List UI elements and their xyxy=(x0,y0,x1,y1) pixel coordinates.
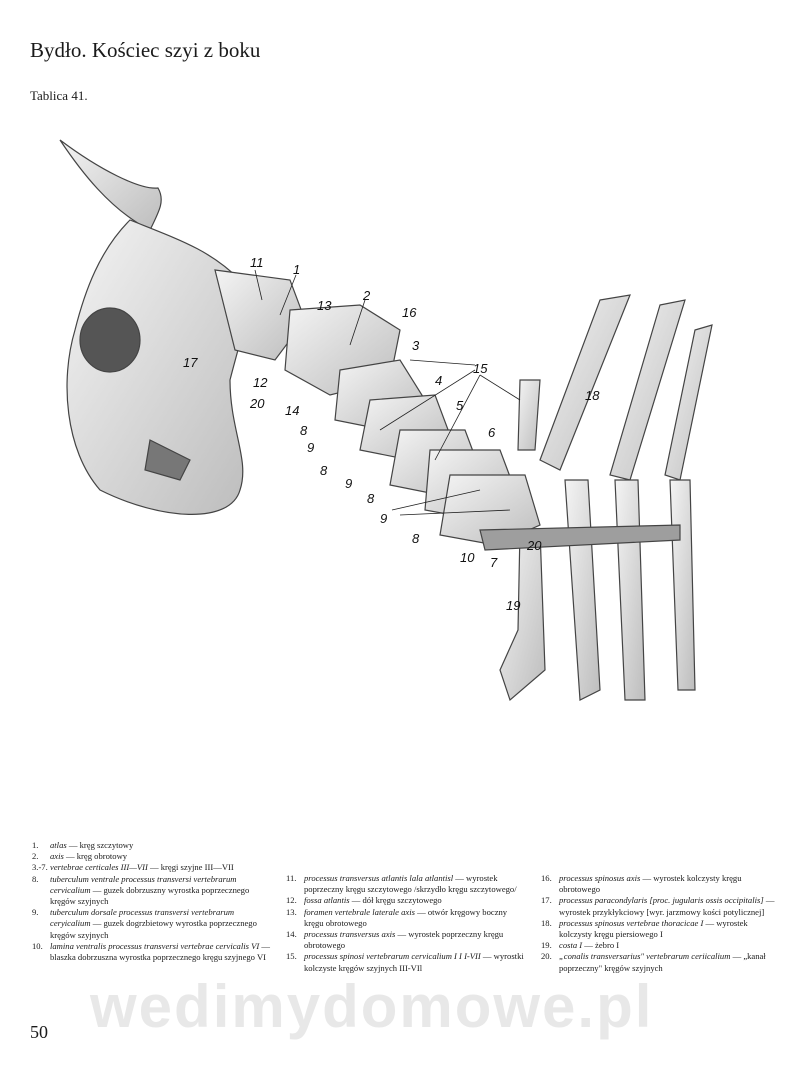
legend-column-1 xyxy=(32,840,272,963)
legend-item: 9. tuberculum dorsale processus transversi vertebrarum ceryicalium — guzek dogrzbietowy wyrostka poprzecznego kręgów szyjnych xyxy=(32,907,257,940)
label-9-b: 9 xyxy=(345,476,353,491)
label-8-b: 8 xyxy=(320,463,328,478)
label-9-c: 9 xyxy=(380,511,388,526)
label-19: 19 xyxy=(506,598,521,613)
legend-item: 15. processus spinosi vertebrarum cervicalium I I I-VII — wyrostki kolczyste kręgów szyjnych III-VIl xyxy=(286,951,524,973)
page-title: Bydło. Kościec szyi z boku xyxy=(30,38,261,62)
skeleton-drawing xyxy=(40,130,720,720)
label-15: 15 xyxy=(473,361,488,376)
legend-item: 16. processus spinosus axis — wyrostek kolczysty kręgu obrotowego xyxy=(541,873,742,895)
label-13: 13 xyxy=(317,298,332,313)
legend-item: 17. processus paracondylaris [proc. jugularis ossis occipitalis] — wyrostek przykłykciowy [wyr. jarzmowy kości potylicznej] xyxy=(541,895,775,917)
legend-item: 20. „conalis transversarius" vertebrarum ceriicalium — „kanał poprzeczny" kręgów szyjnych xyxy=(541,951,766,973)
label-7: 7 xyxy=(490,555,498,570)
label-16: 16 xyxy=(402,305,417,320)
legend-item: 11. processus transversus atlantis lala atlantisl — wyrostek poprzeczny kręgu szczytowego /skrzydło kręgu szczytowego/ xyxy=(286,873,517,895)
label-10: 10 xyxy=(460,550,475,565)
legend-column-3 xyxy=(541,873,781,974)
label-9-a: 9 xyxy=(307,440,315,455)
label-1: 1 xyxy=(293,262,301,277)
label-17: 17 xyxy=(183,355,198,370)
watermark: wedimydomowe.pl xyxy=(90,973,654,1040)
label-14: 14 xyxy=(285,403,300,418)
anatomical-illustration xyxy=(40,130,720,720)
legend-item: 13. foramen vertebrale laterale axis — otwór kręgowy boczny kręgu obrotowego xyxy=(286,906,508,928)
label-5: 5 xyxy=(456,398,464,413)
label-20-bottom: 20 xyxy=(527,538,542,553)
label-8-d: 8 xyxy=(412,531,420,546)
label-11: 11 xyxy=(250,255,264,270)
legend-item: 3.-7. vertebrae certicales III—VII — kręgi szyjne III—VII xyxy=(32,862,234,873)
label-12: 12 xyxy=(253,375,268,390)
label-2: 2 xyxy=(363,288,371,303)
label-20-top: 20 xyxy=(250,396,265,411)
legend-item: 10. lamina ventralis processus transversi vertebrae cervicalis VI — blaszka dobrzuszna wyrostka poprzecznego kręgu szyjnego VI xyxy=(32,940,270,963)
label-4: 4 xyxy=(435,373,443,388)
legend-item: 18. processus spinosus vertebrae thoracicae I — wyrostek kolczysty kręgu piersiowego I xyxy=(541,917,748,940)
legend-item: 12. fossa atlantis — dół kręgu szczytowego xyxy=(286,895,442,906)
skull-drawing xyxy=(60,140,246,514)
legend-item: 14. processus transversus axis — wyrostek poprzeczny kręgu obrotowego xyxy=(286,929,504,951)
page-number: 50 xyxy=(30,1022,48,1042)
legend-item: 8. tuberculum ventrale processus transversi vertebrarum cervicalium — guzek dobrzuszny wyrostka poprzecznego kręgów szyjnych xyxy=(32,873,250,907)
legend-item: 1. atlas — kręg szczytowy xyxy=(32,840,134,850)
legend-column-2 xyxy=(286,873,526,974)
label-18: 18 xyxy=(585,388,600,403)
label-6: 6 xyxy=(488,425,496,440)
legend-item: 2. axis — kręg obrotowy xyxy=(32,851,128,862)
legend-item: 19. costa I — żebro I xyxy=(541,940,620,951)
plate-number: Tablica 41. xyxy=(30,88,88,103)
label-3: 3 xyxy=(412,338,420,353)
label-8-a: 8 xyxy=(300,423,308,438)
label-8-c: 8 xyxy=(367,491,375,506)
